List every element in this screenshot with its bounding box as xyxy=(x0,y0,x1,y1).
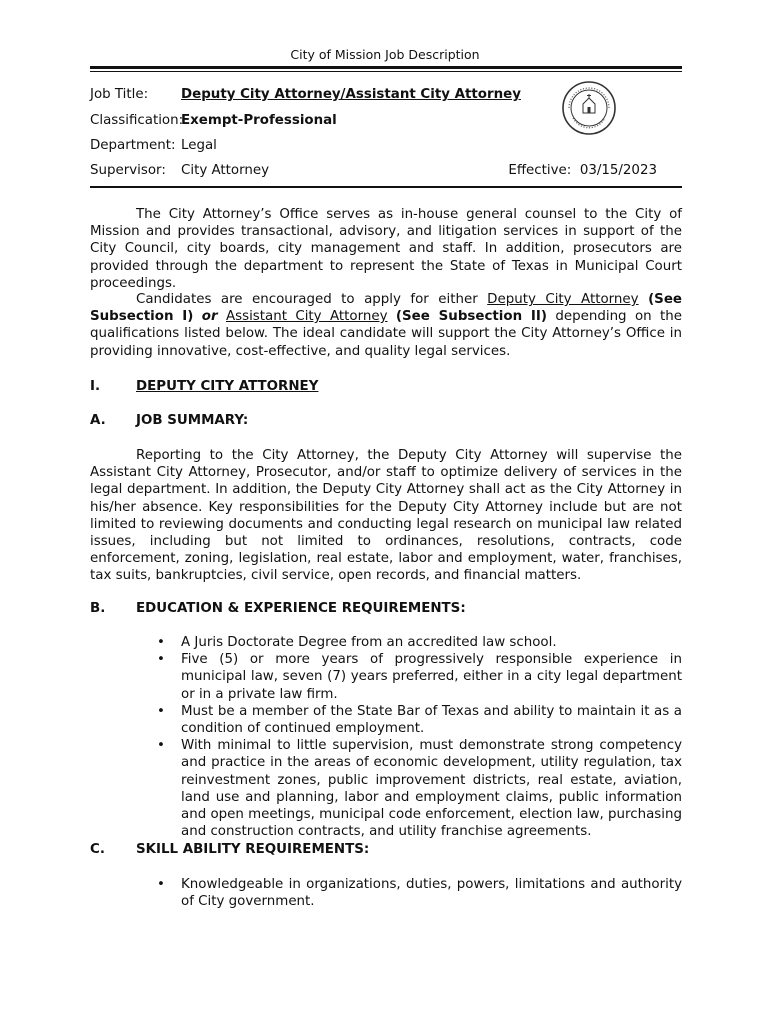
section-b-title: EDUCATION & EXPERIENCE REQUIREMENTS: xyxy=(136,601,466,616)
section-c-title: SKILL ABILITY REQUIREMENTS: xyxy=(136,842,370,857)
supervisor-label: Supervisor: xyxy=(90,163,166,178)
link-assistant-city-attorney[interactable]: Assistant City Attorney xyxy=(225,309,388,325)
ref-subsection-1: (See Subsection I) xyxy=(90,292,682,325)
city-seal-icon xyxy=(561,80,617,136)
intro-paragraph-2 xyxy=(90,291,682,360)
intro-p2-text-b: depending on the qualifications listed below. The ideal candidate will support the City Attorney’s Office in providing innovative, cost-effective, and quality legal services. xyxy=(90,309,682,359)
education-requirements-list xyxy=(157,634,682,840)
section-i-number: I. xyxy=(90,379,101,394)
classification-value: Exempt-Professional xyxy=(181,113,337,128)
effective-date xyxy=(508,162,657,179)
bullet-icon: • xyxy=(157,703,165,719)
intro-p2-or: or xyxy=(201,309,218,325)
job-title-value: Deputy City Attorney/Assistant City Attorney xyxy=(181,87,521,102)
intro-p2-text-a: Candidates are encouraged to apply for either xyxy=(136,292,488,307)
supervisor-value: City Attorney xyxy=(181,163,270,178)
list-item-text: A Juris Doctorate Degree from an accredited law school. xyxy=(181,635,557,650)
intro-paragraph-1: The City Attorney’s Office serves as in-house general counsel to the City of Mission and provides transactional, advisory, and litigation services in support of the City Council, city boards, city management and staff. In addition, prosecutors are provided through the department to represent the State of Texas in Municipal Court proceedings. xyxy=(90,207,682,291)
job-title-label: Job Title: xyxy=(90,87,149,102)
list-item xyxy=(157,876,682,910)
ref-subsection-2: (See Subsection II) xyxy=(395,309,547,325)
section-a-heading xyxy=(90,412,248,429)
section-a-number: A. xyxy=(90,413,106,428)
bullet-icon: • xyxy=(157,635,165,650)
bullet-icon: • xyxy=(157,738,165,754)
list-item-text: Five (5) or more years of progressively responsible experience in municipal law, seven (7) years preferred, either in a city legal department or in a private law firm. xyxy=(181,652,682,702)
section-i-heading xyxy=(90,378,318,395)
classification-label: Classification: xyxy=(90,113,184,128)
header-rule-thin xyxy=(90,71,682,72)
effective-value: 03/15/2023 xyxy=(579,163,657,178)
page-header-title: City of Mission Job Description xyxy=(290,47,480,62)
department-value: Legal xyxy=(181,138,217,153)
department-label: Department: xyxy=(90,138,176,153)
section-c-heading xyxy=(90,841,369,858)
info-block-bottom-rule xyxy=(90,186,682,188)
effective-label: Effective: xyxy=(508,163,572,178)
header-rule-thick xyxy=(90,66,682,69)
list-item xyxy=(157,737,682,840)
list-item xyxy=(157,651,682,703)
list-item-text: Must be a member of the State Bar of Texas and ability to maintain it as a condition of continued employment. xyxy=(181,703,682,737)
list-item-text: With minimal to little supervision, must demonstrate strong competency and practice in the areas of economic development, utility regulation, tax reinvestment zones, public improvement districts, real estate, aviation, land use and planning, labor and employment claims, public information and open meetings, municipal code enforcement, election law, purchasing and construction contracts, and utility franchise agreements. xyxy=(181,738,682,840)
bullet-icon: • xyxy=(157,652,165,668)
link-deputy-city-attorney[interactable]: Deputy City Attorney xyxy=(487,292,639,307)
job-summary-paragraph: Reporting to the City Attorney, the Deputy City Attorney will supervise the Assistant City Attorney, Prosecutor, and/or staff to optimize delivery of services in the legal department. In addition, the Deputy City Attorney shall act as the City Attorney in his/her absence. Key responsibilities for the Deputy City Attorney include but are not limited to reviewing documents and conducting legal research on municipal law related issues, including but not limited to ordinances, resolutions, contracts, code enforcement, zoning, legislation, real estate, labor and employment, water, franchises, tax suits, bankruptcies, civil service, open records, and financial matters. xyxy=(90,448,682,584)
section-c-number: C. xyxy=(90,842,105,857)
list-item xyxy=(157,634,682,651)
section-b-number: B. xyxy=(90,601,106,616)
section-i-title: DEPUTY CITY ATTORNEY xyxy=(136,379,319,394)
section-b-heading xyxy=(90,600,466,617)
skill-requirements-list xyxy=(157,876,682,910)
section-a-title: JOB SUMMARY: xyxy=(136,413,249,428)
list-item-text: Knowledgeable in organizations, duties, powers, limitations and authority of City government. xyxy=(181,877,682,910)
bullet-icon: • xyxy=(157,877,165,892)
list-item xyxy=(157,703,682,737)
